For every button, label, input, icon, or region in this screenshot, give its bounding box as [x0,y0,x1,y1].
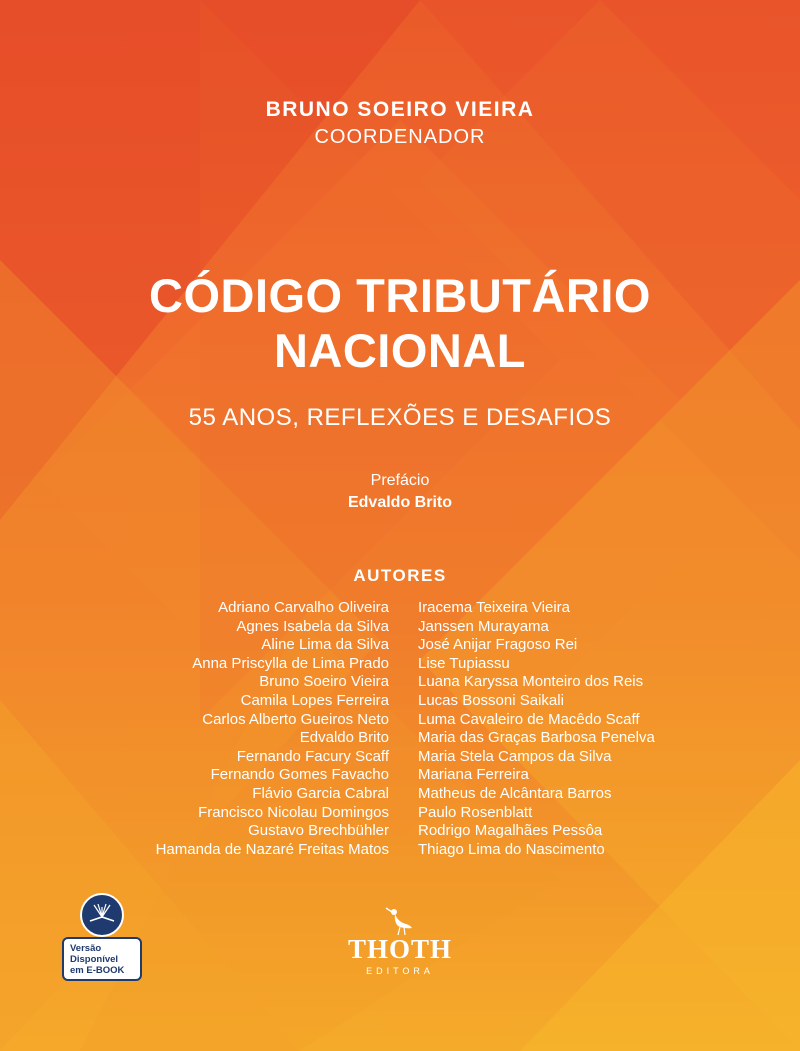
authors-heading: AUTORES [353,566,447,585]
book-subtitle: 55 ANOS, REFLEXÕES E DESAFIOS [188,404,612,431]
publisher-logo [320,900,480,990]
author-name: Luma Cavaleiro de Macêdo Scaff [418,710,640,728]
author-name: Francisco Nicolau Domingos [198,803,389,821]
book-title [0,268,800,378]
ebook-line3: em E-BOOK [70,965,125,976]
publisher-subtitle: EDITORA [366,966,434,976]
author-name: Lise Tupiassu [418,654,510,672]
author-name: Aline Lima da Silva [261,636,389,654]
author-name: Lucas Bossoni Saikali [418,691,564,709]
author-name: Bruno Soeiro Vieira [259,673,389,691]
author-name: Camila Lopes Ferreira [240,691,389,709]
author-name: Gustavo Brechbühler [248,822,389,840]
author-name: Adriano Carvalho Oliveira [218,599,389,616]
publisher-name: THOTH [347,934,453,964]
authors-left-column [156,599,389,859]
coordinator-name: BRUNO SOEIRO VIEIRA [265,98,535,121]
ebook-line1: Versão [70,943,102,954]
ebook-line2: Disponível [70,954,119,965]
authors-right-column [418,599,655,859]
author-name: Fernando Facury Scaff [236,747,389,765]
author-name: Hamanda de Nazaré Freitas Matos [155,840,389,858]
author-name: Matheus de Alcântara Barros [418,784,612,802]
open-book-icon [80,893,124,937]
author-name: Fernando Gomes Favacho [210,766,389,784]
coordinator-role: COORDENADOR [314,126,486,148]
ebook-badge-label [62,937,142,981]
author-name: Edvaldo Brito [299,729,389,747]
author-name: Luana Karyssa Monteiro dos Reis [418,673,644,691]
author-name: Carlos Alberto Gueiros Neto [202,710,389,728]
book-title-line2: NACIONAL [273,324,527,377]
author-name: Flávio Garcia Cabral [252,784,389,802]
author-name: Mariana Ferreira [418,766,529,784]
ebook-badge [62,893,142,983]
author-name: Maria Stela Campos da Silva [418,747,612,765]
author-name: José Anijar Fragoso Rei [418,636,578,654]
author-name: Maria das Graças Barbosa Penelva [418,729,655,747]
book-title-line1: CÓDIGO TRIBUTÁRIO [149,269,651,322]
author-name: Thiago Lima do Nascimento [418,840,605,858]
preface-label: Prefácio [370,472,430,489]
ibis-bird-icon [384,904,416,936]
author-name: Rodrigo Magalhães Pessôa [418,822,603,840]
author-name: Janssen Murayama [418,617,549,635]
author-name: Paulo Rosenblatt [418,803,533,821]
preface-author: Edvaldo Brito [347,494,452,511]
author-name: Iracema Teixeira Vieira [418,599,571,616]
author-name: Agnes Isabela da Silva [236,617,389,635]
author-name: Anna Priscylla de Lima Prado [192,654,389,672]
